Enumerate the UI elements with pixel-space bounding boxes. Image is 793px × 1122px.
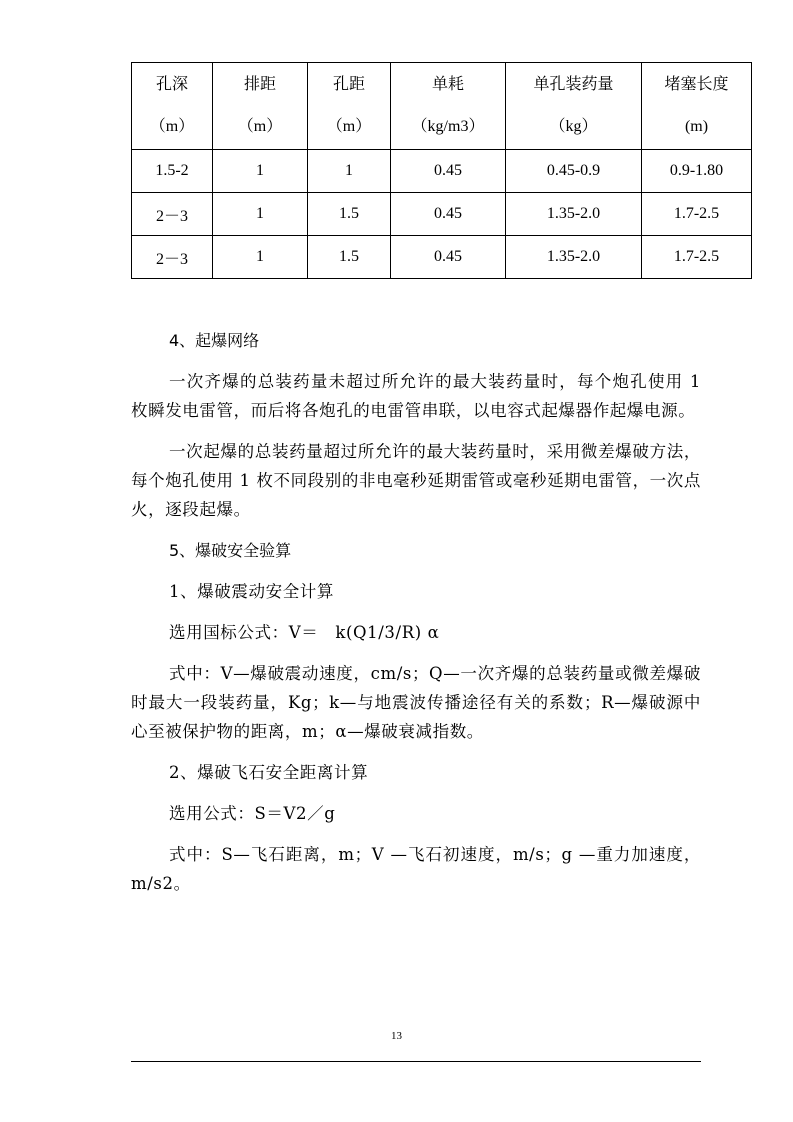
table-row xyxy=(132,150,752,193)
table-header-row xyxy=(132,63,752,150)
header-cell: 孔深 （m） xyxy=(132,63,213,150)
table-cell: 1.5-2 xyxy=(132,150,213,193)
table-cell: 0.45 xyxy=(391,150,506,193)
table-cell: 1 xyxy=(308,150,391,193)
paragraph: 一次起爆的总装药量超过所允许的最大装药量时，采用微差爆破方法，每个炮孔使用 1 枚不同段别的非电毫秒延期雷管或毫秒延期电雷管，一次点火，逐段起爆。 xyxy=(131,442,701,519)
table-cell: 1.35-2.0 xyxy=(506,193,642,236)
table-cell: 2－3 xyxy=(132,236,213,279)
table-cell: 0.45 xyxy=(391,193,506,236)
table-cell: 1.7-2.5 xyxy=(642,236,752,279)
subsection-title: 2、爆破飞石安全距离计算 xyxy=(169,763,369,782)
header-cell: 排距 （m） xyxy=(213,63,308,150)
header-cell: 堵塞长度 (m) xyxy=(642,63,752,150)
paragraph: 式中：S—飞石距离，m；V —飞石初速度，m/s；g —重力加速度，m/s2。 xyxy=(131,845,701,893)
footer-divider xyxy=(131,1061,701,1062)
blasting-parameter-table xyxy=(131,62,752,279)
table-cell: 2－3 xyxy=(132,193,213,236)
header-cell: 单耗 （kg/m3） xyxy=(391,63,506,150)
table-cell: 1.5 xyxy=(308,193,391,236)
header-cell: 孔距 （m） xyxy=(308,63,391,150)
formula: 选用国标公式：V＝ k(Q1/3/R) α xyxy=(169,623,440,642)
section-heading: 4、起爆网络 xyxy=(169,331,260,350)
header-cell: 单孔装药量 （kg） xyxy=(506,63,642,150)
section-heading: 5、爆破安全验算 xyxy=(169,541,292,560)
table-cell: 1 xyxy=(213,236,308,279)
subsection-title: 1、爆破震动安全计算 xyxy=(169,582,334,601)
table-row xyxy=(132,193,752,236)
table-cell: 1 xyxy=(213,150,308,193)
page-number: 13 xyxy=(391,1030,402,1042)
table-cell: 0.9-1.80 xyxy=(642,150,752,193)
table-row xyxy=(132,236,752,279)
table-cell: 0.45 xyxy=(391,236,506,279)
table-cell: 0.45-0.9 xyxy=(506,150,642,193)
table-cell: 1.35-2.0 xyxy=(506,236,642,279)
table-cell: 1.5 xyxy=(308,236,391,279)
paragraph: 一次齐爆的总装药量未超过所允许的最大装药量时，每个炮孔使用 1 枚瞬发电雷管，而后将各炮孔的电雷管串联，以电容式起爆器作起爆电源。 xyxy=(131,372,701,420)
formula: 选用公式：S＝V2／g xyxy=(169,804,336,823)
paragraph: 式中：V—爆破震动速度，cm/s；Q—一次齐爆的总装药量或微差爆破时最大一段装药量，Kg；k—与地震波传播途径有关的系数；R—爆破源中心至被保护物的距离，m；α—爆破衰减指数。 xyxy=(131,664,701,741)
table-cell: 1.7-2.5 xyxy=(642,193,752,236)
table-cell: 1 xyxy=(213,193,308,236)
body-text xyxy=(131,326,701,898)
